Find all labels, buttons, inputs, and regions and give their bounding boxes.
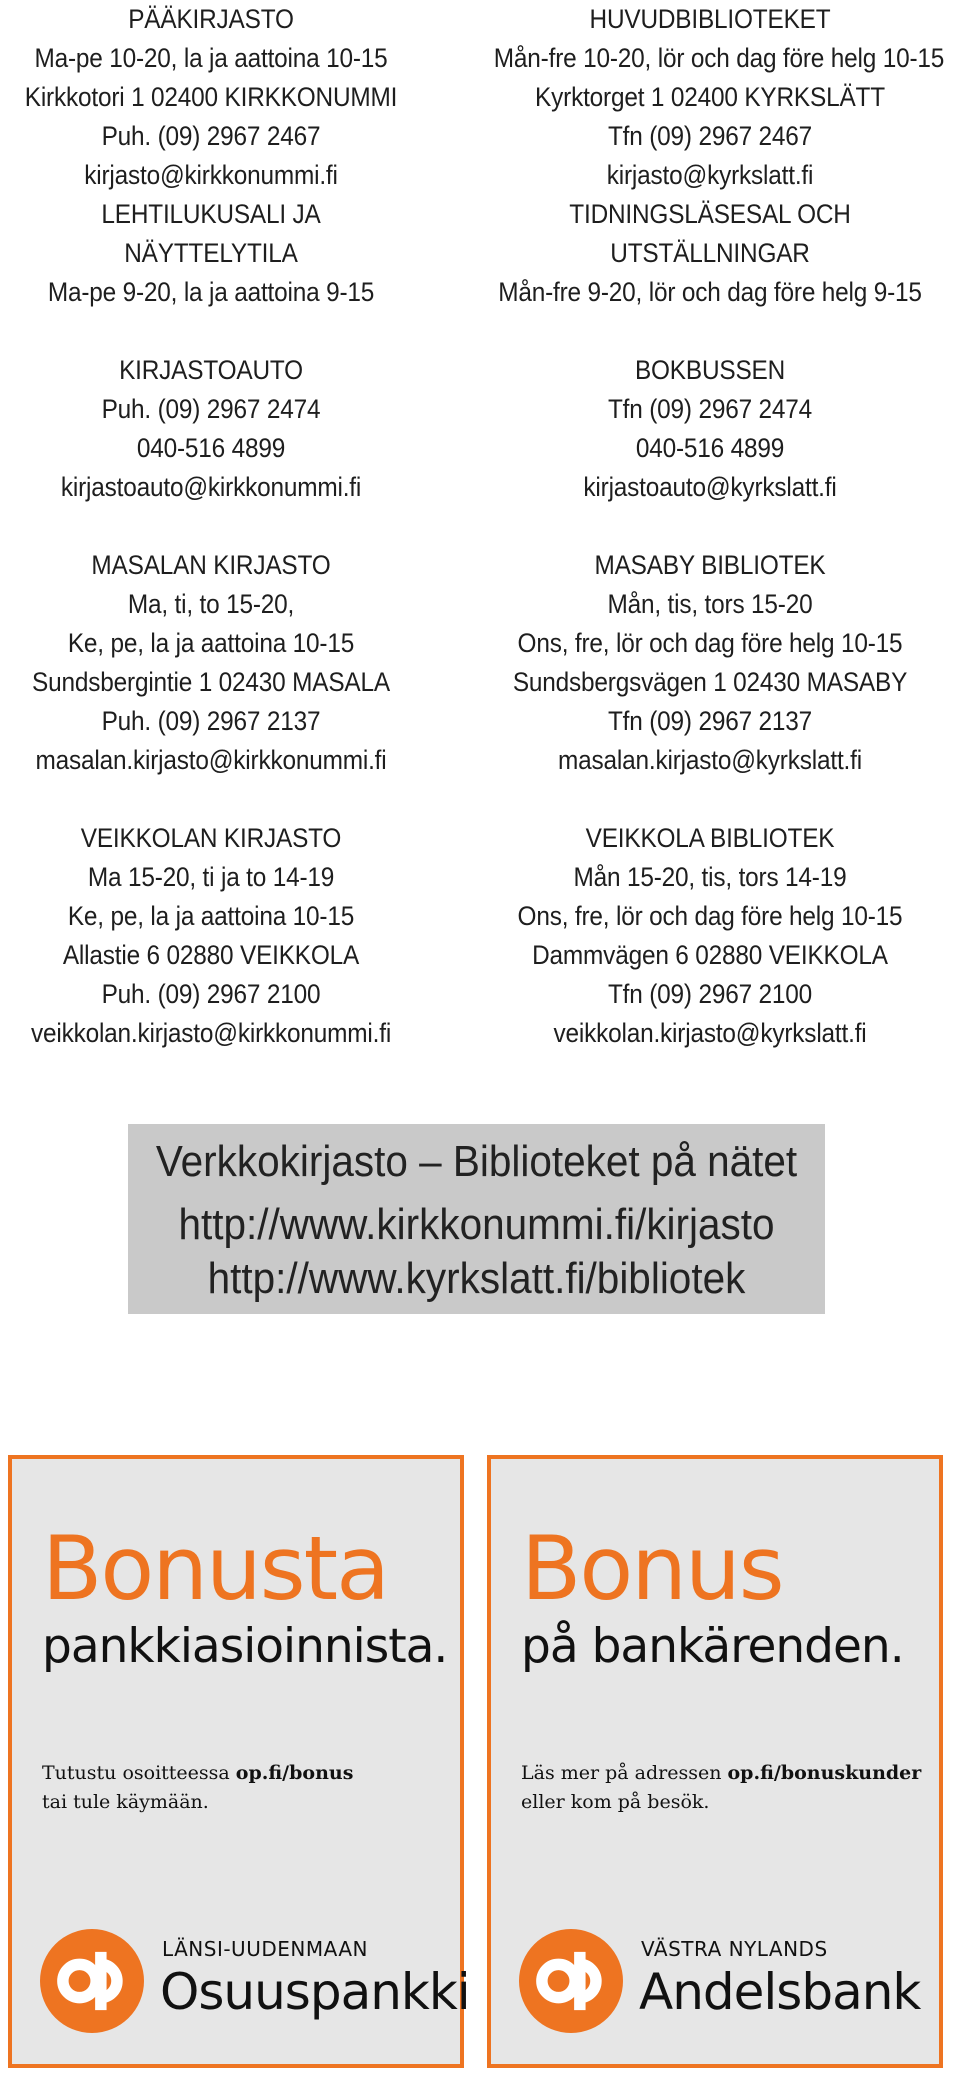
bank-name: Osuuspankki	[160, 1963, 470, 2021]
library-info-line: kirjasto@kirkkonummi.fi	[84, 160, 338, 190]
library-block	[0, 351, 427, 507]
library-info-line: Kirkkotori 1 02400 KIRKKONUMMI	[24, 82, 398, 112]
library-info-line: Mån-fre 10-20, lör och dag före helg 10-15	[493, 43, 945, 73]
library-info-line: Ma-pe 10-20, la ja aattoina 10-15	[34, 43, 388, 73]
library-info-line: Puh. (09) 2967 2100	[101, 979, 321, 1009]
bank-region: VÄSTRA NYLANDS	[641, 1937, 828, 1961]
block-spacer	[494, 312, 926, 351]
bank-region: LÄNSI-UUDENMAAN	[162, 1937, 368, 1961]
bonus-ad-swedish	[487, 1455, 943, 2068]
library-info-line: MASABY BIBLIOTEK	[594, 550, 826, 580]
library-info-line: Puh. (09) 2967 2474	[101, 394, 321, 424]
library-block	[0, 546, 427, 780]
library-info-line: VEIKKOLA BIBLIOTEK	[585, 823, 835, 853]
library-info-line: LEHTILUKUSALI JA	[101, 199, 321, 229]
library-info-line: Tfn (09) 2967 2100	[607, 979, 813, 1009]
bank-name: Andelsbank	[639, 1963, 921, 2021]
ad-subline: på bankärenden.	[521, 1619, 904, 1674]
library-info-line: masalan.kirjasto@kirkkonummi.fi	[35, 745, 387, 775]
library-block	[0, 0, 427, 312]
library-info-line: Ma-pe 9-20, la ja aattoina 9-15	[47, 277, 375, 307]
library-info-line: Tfn (09) 2967 2474	[607, 394, 813, 424]
library-info-line: Tfn (09) 2967 2467	[607, 121, 813, 151]
library-block	[494, 546, 926, 780]
library-list-finnish	[0, 0, 427, 1053]
library-info-line: Ke, pe, la ja aattoina 10-15	[67, 628, 355, 658]
ad-headline: Bonus	[521, 1517, 783, 1620]
library-info-line: Ons, fre, lör och dag före helg 10-15	[517, 901, 903, 931]
library-info-line: Puh. (09) 2967 2137	[101, 706, 321, 736]
library-info-line: veikkolan.kirjasto@kirkkonummi.fi	[30, 1018, 392, 1048]
library-info-line: Mån-fre 9-20, lör och dag före helg 9-15	[498, 277, 922, 307]
library-info-line: Dammvägen 6 02880 VEIKKOLA	[532, 940, 888, 970]
library-info-line: NÄYTTELYTILA	[124, 238, 298, 268]
library-info-line: Sundsbergsvägen 1 02430 MASABY	[512, 667, 908, 697]
web-library-url-finnish[interactable]: http://www.kirkkonummi.fi/kirjasto	[178, 1200, 775, 1249]
ad-subline: pankkiasioinnista.	[42, 1619, 448, 1674]
library-info-line: Sundsbergintie 1 02430 MASALA	[32, 667, 390, 697]
library-info-line: BOKBUSSEN	[634, 355, 786, 385]
block-spacer	[0, 507, 427, 546]
web-library-box	[128, 1124, 825, 1314]
library-info-line: MASALAN KIRJASTO	[91, 550, 331, 580]
library-info-line: Kyrktorget 1 02400 KYRKSLÄTT	[535, 82, 885, 112]
ad-info-link[interactable]: op.fi/bonuskunder	[727, 1762, 922, 1784]
ad-info-prefix: Tutustu osoitteessa	[42, 1762, 236, 1784]
library-block	[494, 819, 926, 1053]
library-info-line: PÄÄKIRJASTO	[128, 4, 294, 34]
library-info-line: UTSTÄLLNINGAR	[610, 238, 810, 268]
block-spacer	[0, 780, 427, 819]
library-block	[493, 0, 945, 312]
library-info-line: Ons, fre, lör och dag före helg 10-15	[517, 628, 903, 658]
library-list-swedish	[493, 0, 945, 1053]
library-info-line: veikkolan.kirjasto@kyrkslatt.fi	[553, 1018, 867, 1048]
ad-info-line2: eller kom på besök.	[521, 1791, 710, 1813]
library-info-line: Allastie 6 02880 VEIKKOLA	[62, 940, 360, 970]
ad-info-link[interactable]: op.fi/bonus	[235, 1762, 354, 1784]
op-logo-icon	[519, 1929, 623, 2033]
library-info-line: Ke, pe, la ja aattoina 10-15	[67, 901, 355, 931]
library-info-line: HUVUDBIBLIOTEKET	[589, 4, 831, 34]
bonus-ad-finnish	[8, 1455, 470, 2068]
op-logo-icon	[40, 1929, 144, 2033]
web-library-url-swedish[interactable]: http://www.kyrkslatt.fi/bibliotek	[207, 1254, 746, 1303]
library-info-line: 040-516 4899	[136, 433, 286, 463]
block-spacer	[0, 312, 427, 351]
ad-headline: Bonusta	[42, 1517, 389, 1620]
library-info-line: Tfn (09) 2967 2137	[607, 706, 813, 736]
library-block	[0, 819, 427, 1053]
library-info-line: kirjastoauto@kirkkonummi.fi	[60, 472, 362, 502]
ad-info	[521, 1759, 921, 1817]
ad-info-line2: tai tule käymään.	[42, 1791, 209, 1813]
library-info-line: VEIKKOLAN KIRJASTO	[80, 823, 342, 853]
block-spacer	[494, 780, 926, 819]
library-info-line: KIRJASTOAUTO	[119, 355, 303, 385]
library-info-line: Mån, tis, tors 15-20	[607, 589, 813, 619]
web-library-title: Verkkokirjasto – Biblioteket på nätet	[155, 1137, 798, 1186]
library-info-line: kirjastoauto@kyrkslatt.fi	[583, 472, 837, 502]
library-block	[494, 351, 926, 507]
block-spacer	[494, 507, 926, 546]
library-info-line: TIDNINGSLÄSESAL OCH	[569, 199, 851, 229]
library-info-line: 040-516 4899	[635, 433, 785, 463]
library-info-line: kirjasto@kyrkslatt.fi	[606, 160, 814, 190]
library-info-line: Mån 15-20, tis, tors 14-19	[573, 862, 847, 892]
library-info-line: Ma, ti, to 15-20,	[127, 589, 295, 619]
library-info-line: Puh. (09) 2967 2467	[101, 121, 321, 151]
library-info-line: masalan.kirjasto@kyrkslatt.fi	[558, 745, 862, 775]
ad-info	[42, 1759, 353, 1817]
ad-info-prefix: Läs mer på adressen	[521, 1762, 728, 1784]
library-info-line: Ma 15-20, ti ja to 14-19	[87, 862, 335, 892]
